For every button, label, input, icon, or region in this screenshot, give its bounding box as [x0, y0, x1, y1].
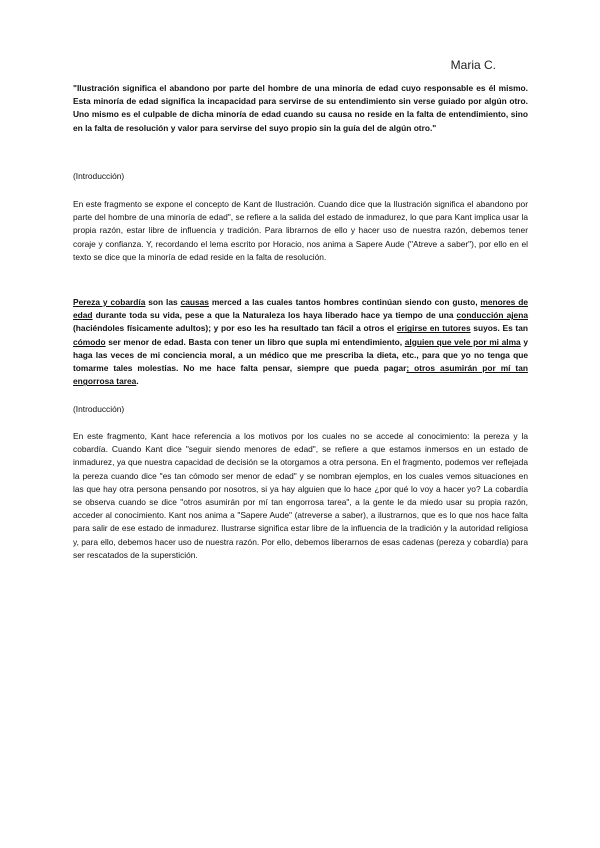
excerpt-text: .: [136, 376, 139, 387]
excerpt-text: merced a las cuales tantos hombres continúan siendo con gusto,: [208, 297, 481, 307]
underlined-phrase: cómodo: [73, 336, 106, 347]
underlined-phrase: causas: [180, 297, 209, 307]
underlined-phrase: erigirse en tutores: [396, 323, 471, 334]
underlined-phrase: conducción ajena: [456, 310, 528, 321]
excerpt-text: suyos. Es tan: [470, 323, 528, 334]
paragraph-1: En este fragmento se expone el concepto de Kant de Ilustración. Cuando dice que la Ilustración significa el abandono por parte del hombre de una minoría de edad", se refiere a la salida del estado de inmadurez, lo que para Kant implica usar la propia razón, estar libre de influencia y tradición. Para librarnos de ello y hacer uso de nuestra razón, debemos tener coraje y confianza. Y, recordando el lema escrito por Horacio, nos anima a Sapere Aude ("Atreve a saber"), por ello en el texto se dice que la minoría de edad reside en la falta de resolución.: [73, 199, 528, 262]
excerpt-text: y haga las veces de mi conciencia moral, a un médico que me prescriba la dieta, etc., para que yo no tenga que tomarme tales molestias. No me hace falta pensar, siempre que pueda pagar: [73, 336, 528, 374]
intro-label-1: (Introducción): [73, 171, 125, 181]
author-name: Maria C.: [450, 58, 496, 72]
bold-excerpt: [73, 296, 528, 388]
kant-quote: "Ilustración significa el abandono por parte del hombre de una minoría de edad cuyo responsable es él mismo. Esta minoría de edad significa la incapacidad para servirse de su entendimiento sin verse guiado por algún otro. Uno mismo es el culpable de dicha minoría de edad cuando su causa no reside en la falta de entendimiento, sino en la falta de resolución y valor para servirse del suyo propio sin la guía del de algún otro.": [73, 83, 528, 133]
paragraph-2: En este fragmento, Kant hace referencia a los motivos por los cuales no se accede al conocimiento: la pereza y la cobardía. Cuando Kant dice "seguir siendo menores de edad", se refiere a que estamos inmersos en un estado de inmadurez, ya que nuestra capacidad de decisión se la otorgamos a otra persona. En el fragmento, podemos ver reflejada la pereza cuando dice "es tan cómodo ser menor de edad" y se nombran ejemplos, en los cuales vemos situaciones en las que hay otra persona pensando por nosotros, si ya hay alguien que lo hace ¿por qué lo voy a hacer yo? La cobardía se observa cuando se dice "otros asumirán por mí tan engorrosa tarea", a la gente le da miedo usar su propia razón, acceder al conocimiento. Kant nos anima a "Sapere Aude" (atreverse a saber), a ilustrarnos, que es lo que nos hace falta para salir de ese estado de inmadurez. Ilustrarse significa estar libre de la influencia de la tradición y la autoridad religiosa y, para ello, debemos hacer uso de nuestra razón. Por ello, debemos liberarnos de esas cadenas (pereza y cobardía) para ser rescatados de la superstición.: [73, 431, 528, 560]
excerpt-text: ser menor de edad. Basta con tener un libro que supla mi entendimiento,: [105, 336, 405, 347]
excerpt-text: durante toda su vida, pese a que la Naturaleza los haya liberado hace ya tiempo de una: [92, 310, 457, 321]
intro-label-2: (Introducción): [73, 404, 125, 414]
underlined-phrase: Pereza y cobardía: [73, 297, 146, 307]
underlined-phrase: menores de edad: [73, 297, 528, 321]
underlined-phrase: ; otros asumirán por mí tan engorrosa tarea: [73, 363, 528, 387]
excerpt-text: son las: [145, 297, 181, 307]
excerpt-text: (haciéndoles físicamente adultos); y por eso les ha resultado tan fácil a otros el: [73, 323, 397, 334]
underlined-phrase: alguien que vele por mi alma: [404, 336, 521, 347]
